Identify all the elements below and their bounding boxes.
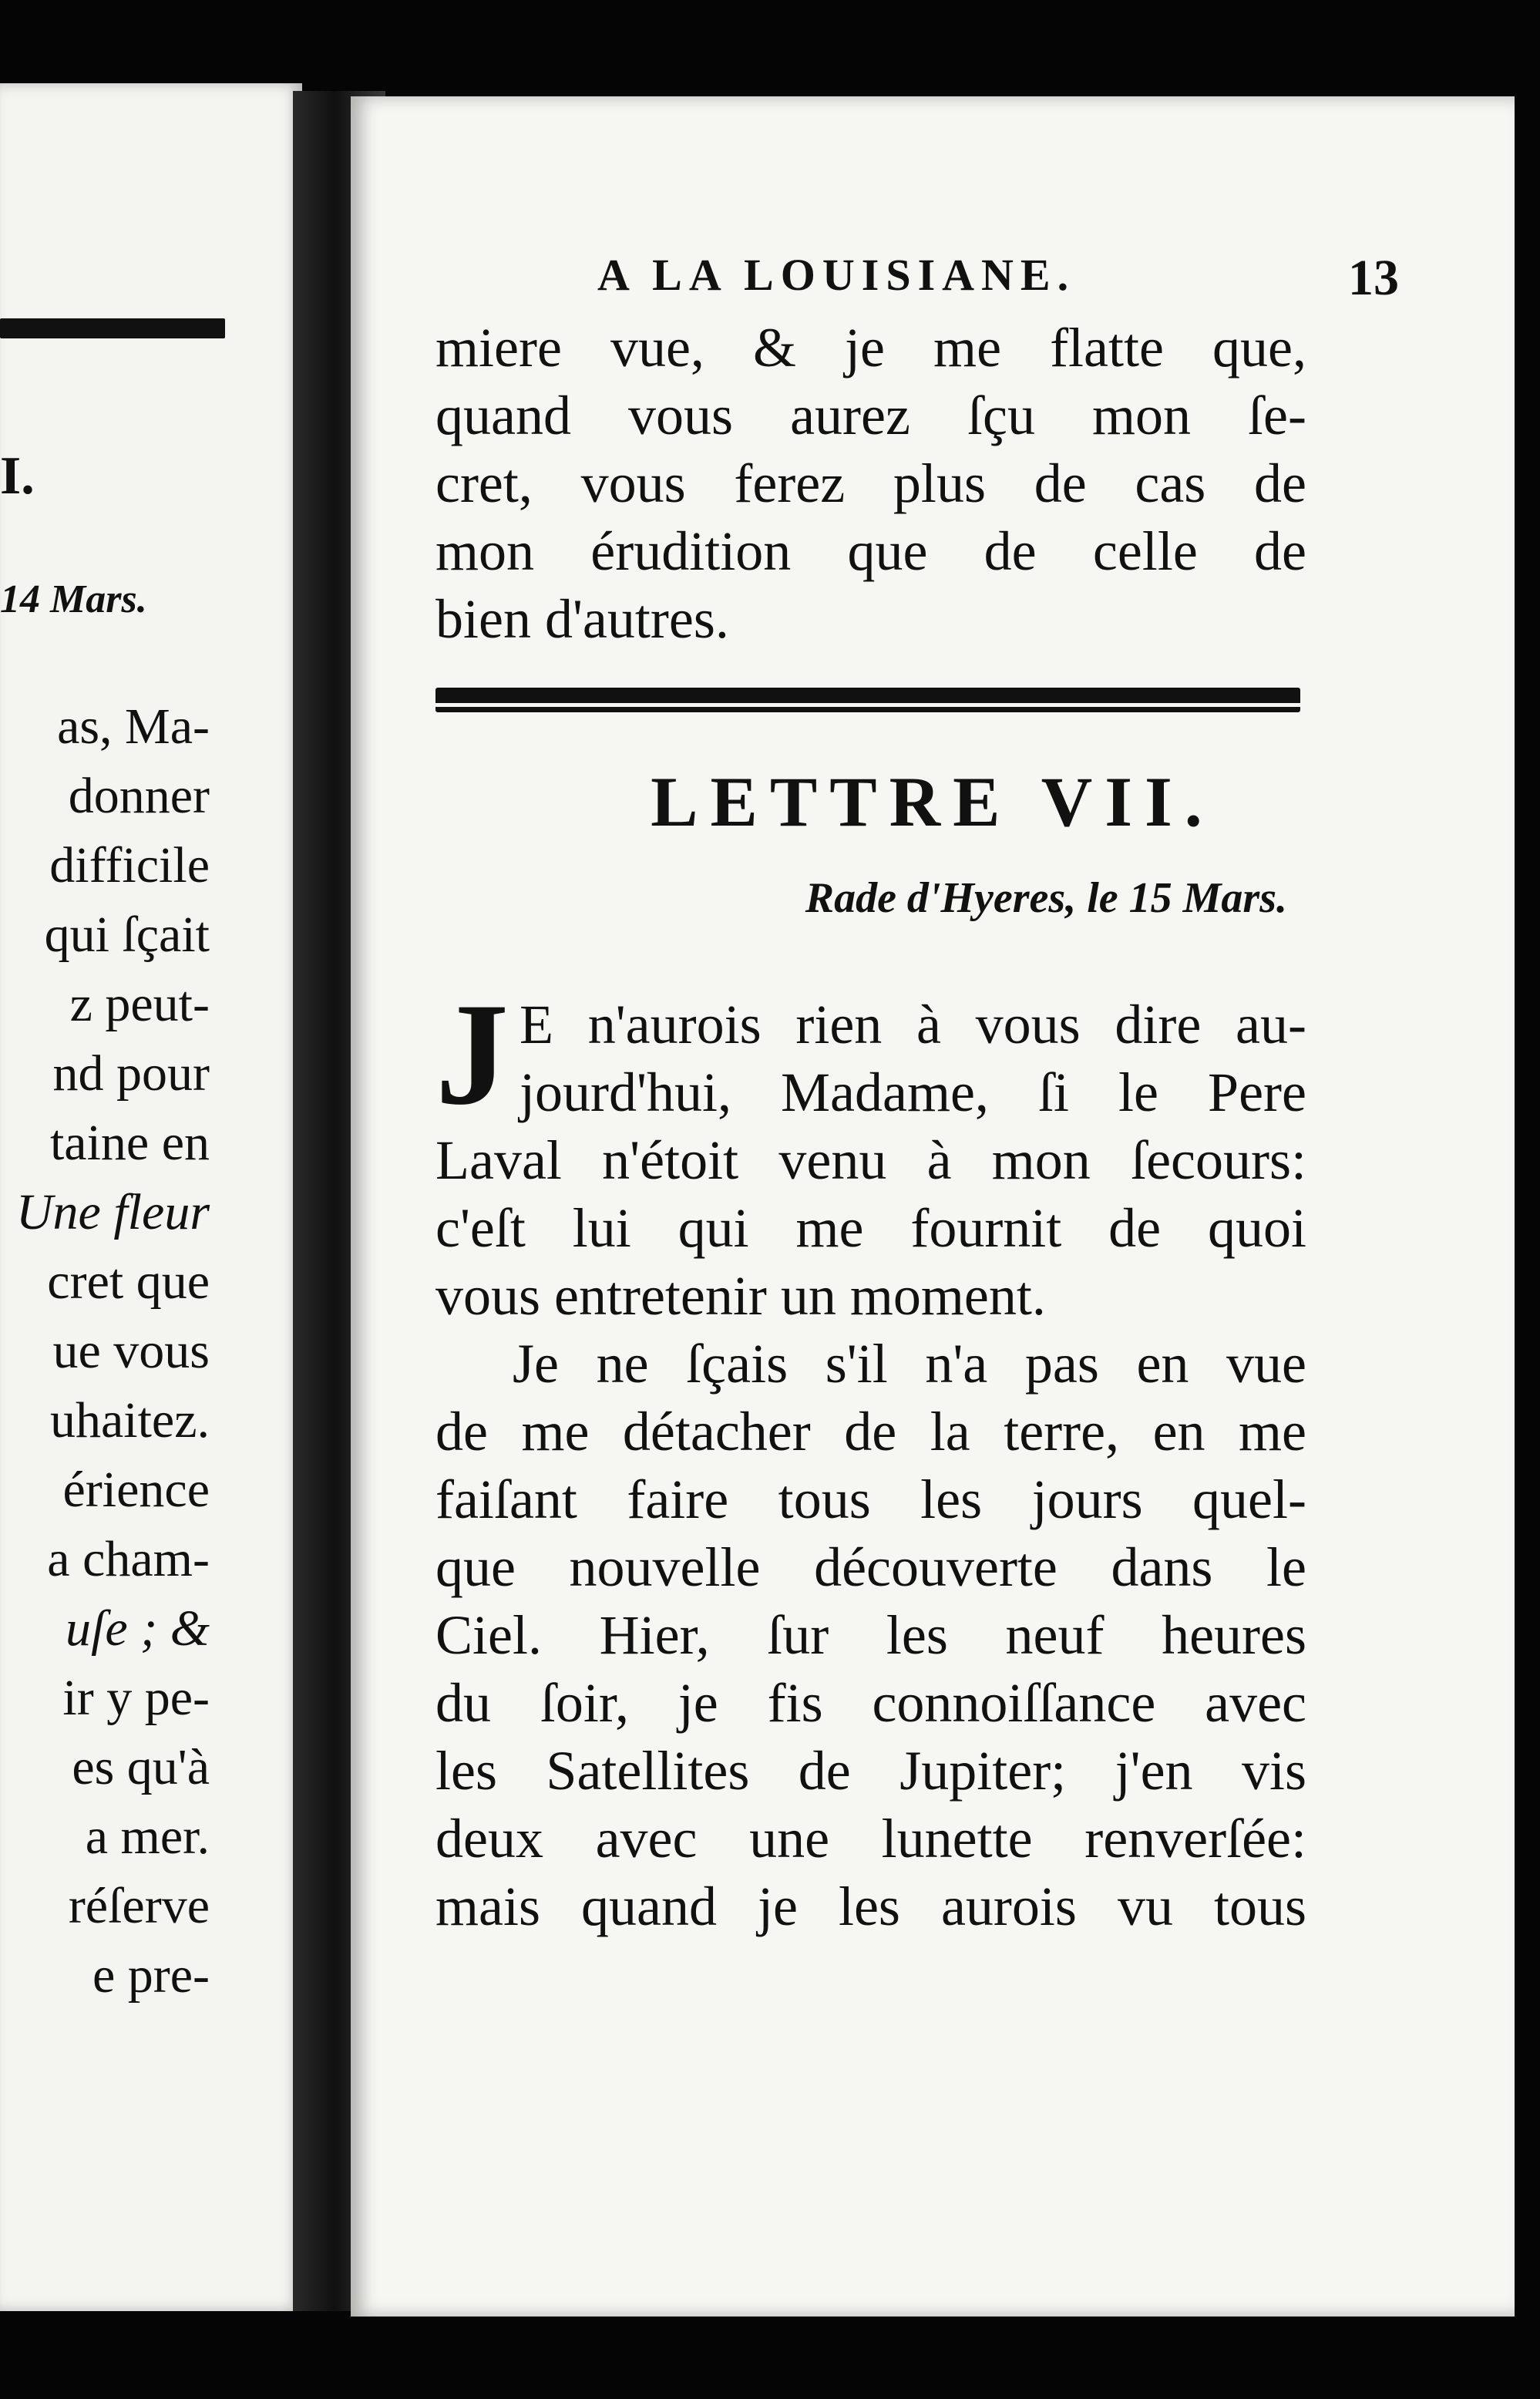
left-line: e pre- bbox=[92, 1947, 210, 2004]
text-line: du ſoir, je fis connoiſſance avec bbox=[435, 1672, 1306, 1734]
text-line: vous entretenir un moment. bbox=[435, 1265, 1046, 1327]
left-line: ue vous bbox=[52, 1323, 210, 1379]
running-head-title: A LA LOUISIANE. bbox=[597, 250, 1076, 300]
drop-cap: J bbox=[435, 974, 509, 1136]
left-line: z peut- bbox=[69, 976, 210, 1032]
left-line: a cham- bbox=[47, 1531, 210, 1587]
left-page-rule bbox=[0, 318, 225, 338]
text-line: miere vue, & je me flatte que, bbox=[435, 317, 1306, 379]
left-facing-page bbox=[0, 83, 302, 2311]
book-page bbox=[351, 96, 1515, 2317]
left-line: as, Ma- bbox=[57, 698, 210, 755]
text-line: Laval n'étoit venu à mon ſecours: bbox=[435, 1129, 1306, 1191]
text-line: Je ne ſçais s'il n'a pas en vue bbox=[513, 1333, 1306, 1395]
left-line: nd pour bbox=[52, 1045, 210, 1102]
left-line: uhaitez. bbox=[49, 1392, 210, 1448]
text-line: c'eſt lui qui me fournit de quoi bbox=[435, 1197, 1306, 1259]
text-line: de me détacher de la terre, en me bbox=[435, 1401, 1306, 1462]
running-head bbox=[597, 249, 1399, 318]
left-line: es qu'à bbox=[72, 1739, 210, 1795]
left-line: cret que bbox=[47, 1253, 210, 1310]
text-line: jourd'hui, Madame, ſi le Pere bbox=[519, 1062, 1306, 1123]
text-line: bien d'autres. bbox=[435, 588, 729, 650]
left-line: réſerve bbox=[68, 1878, 210, 1934]
letter-heading: LETTRE VII. bbox=[651, 762, 1215, 841]
text-line: deux avec une lunette renverſée: bbox=[435, 1808, 1306, 1869]
left-line: Une fleur bbox=[15, 1184, 210, 1240]
letter-body bbox=[435, 974, 1306, 1940]
section-rule bbox=[435, 688, 1300, 712]
text-line: faiſant faire tous les jours quel- bbox=[435, 1469, 1306, 1530]
text-line: E n'aurois rien à vous dire au- bbox=[519, 994, 1306, 1055]
left-line: difficile bbox=[49, 837, 210, 893]
left-line: donner bbox=[68, 768, 210, 824]
left-line: a mer. bbox=[85, 1809, 210, 1865]
left-section-number: I. bbox=[0, 446, 35, 506]
text-line: cret, vous ferez plus de cas de bbox=[435, 453, 1306, 514]
text-line: les Satellites de Jupiter; j'en vis bbox=[435, 1740, 1306, 1802]
continuation-paragraph bbox=[435, 314, 1306, 653]
left-page-text bbox=[16, 692, 210, 2010]
text-line: mon érudition que de celle de bbox=[435, 520, 1306, 582]
text-line: quand vous aurez ſçu mon ſe- bbox=[435, 385, 1306, 446]
text-line: que nouvelle découverte dans le bbox=[435, 1536, 1306, 1598]
text-line: mais quand je les aurois vu tous bbox=[435, 1876, 1306, 1937]
left-line: uſe ; & bbox=[66, 1600, 210, 1657]
text-line: Ciel. Hier, ſur les neuf heures bbox=[435, 1604, 1306, 1666]
letter-dateline: Rade d'Hyeres, le 15 Mars. bbox=[805, 874, 1287, 922]
left-line: taine en bbox=[49, 1115, 210, 1171]
page-number: 13 bbox=[1348, 250, 1399, 306]
left-dateline: 14 Mars. bbox=[0, 577, 147, 621]
left-line: érience bbox=[62, 1462, 210, 1518]
left-line: qui ſçait bbox=[44, 907, 210, 963]
left-line: ir y pe- bbox=[62, 1670, 210, 1726]
